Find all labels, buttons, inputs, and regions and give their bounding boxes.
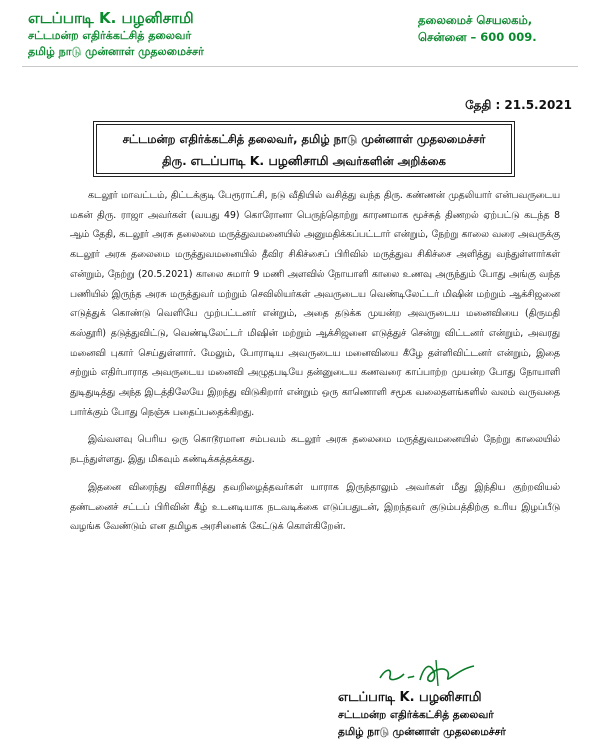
statement-body	[70, 186, 560, 545]
title-name: எடப்பாடி K. பழனிசாமி	[190, 153, 329, 168]
signature-block	[338, 656, 578, 740]
letterhead-office: தலைமைச் செயலகம்,	[418, 13, 533, 27]
signatory-name: எடப்பாடி K. பழனிசாமி	[338, 690, 482, 705]
signatory-title-1: சட்டமன்ற எதிர்க்கட்சித் தலைவர்	[338, 709, 494, 721]
letterhead-left	[28, 8, 308, 60]
letterhead-name: எடப்பாடி K. பழனிசாமி	[28, 9, 194, 27]
letterhead-city: சென்னை – 600 009.	[418, 30, 537, 44]
title-suffix: அவர்களின் அறிக்கை	[332, 154, 446, 168]
letterhead-address	[418, 12, 588, 46]
body-paragraph-2: இவ்வளவு பெரிய ஒரு கொடூரமான சம்பவம் கடலூர் அரசு தலைமை மருத்துவமனையில் நேற்று காலையில் நடந்துள்ளது. இது மிகவும் கண்டிக்கத்தக்கது.	[70, 434, 560, 466]
letterhead-former-role: தமிழ் நாடு முன்னாள் முதலமைச்சர்	[28, 45, 204, 58]
title-prefix: திரு.	[162, 154, 187, 168]
body-paragraph-1: கடலூர் மாவட்டம், திட்டக்குடி பேரூராட்சி, நடு வீதியில் வசித்து வந்த திரு. கண்ணன் முதலியார் என்பவருடைய மகன் திரு. ராஜா அவர்கள் (வயது 49) கொரோனா பெருந்தொற்று காரணமாக மூச்சுத் திணறல் ஏற்பட்டு கடந்த 8 ஆம் தேதி, கடலூர் அரசு தலைமை மருத்துவமனையில் அனுமதிக்கப்பட்டார் என்றும், நேற்று காலை வரை அவருக்கு கடலூர் அரசு தலைமை மருத்துவமனையில் தீவிர சிகிச்சைப் பிரிவில் மருத்துவ சிகிச்சை அளித்து வந்துள்ளார்கள் என்றும், நேற்று (20.5.2021) காலை சுமார் 9 மணி அளவில் நோயாளி காலை உணவு அருந்தும் போது அங்கு வந்த பணியில் இருந்த அரசு மருத்துவர் மற்றும் செவிலியர்கள் அவருடைய வெண்டிலேட்டர் மிஷின் மற்றும் ஆக்சிஜனை எடுத்துக் கொண்டு வெளியே முற்பட்டனர் என்றும், அதை தடுக்க முயன்ற அவருடைய மனைவியை (திருமதி கஸ்தூரி) தடுத்துவிட்டு, வெண்டிலேட்டர் மிஷின் மற்றும் ஆக்சிஜனை எடுத்துச் சென்று விட்டனர் என்றும், அவரது மனைவி புகார் செய்துள்ளார். மேலும், போராடிய அவருடைய மனைவியை கீழே தள்ளிவிட்டனர் என்றும், இதை சற்றும் எதிர்பாராத அவருடைய மனைவி அழுதபடியே தன்னுடைய கணவரை காப்பாற்ற முயன்ற போது நோயாளி துடிதுடித்து அந்த இடத்திலேயே இறந்து விடுகிறார் என்றும் ஒரு காணொளி சமூக வலைதளங்களில் வலம் வருவதை பார்க்கும் போது நெஞ்சு பதைப்பதைக்கிறது.	[70, 190, 560, 418]
document-date: தேதி : 21.5.2021	[465, 98, 572, 112]
title-line-2	[97, 150, 511, 172]
statement-title-box	[96, 124, 512, 174]
handwritten-signature	[374, 656, 484, 688]
body-paragraph-3: இதனை விரைந்து விசாரித்து தவறிழைத்தவர்கள் யாராக இருந்தாலும் அவர்கள் மீது இந்திய குற்றவியல் தண்டனைச் சட்டப் பிரிவின் கீழ் உடனடியாக நடவடிக்கை எடுப்பதுடன், இறந்தவர் குடும்பத்திற்கு உரிய இழப்பீடு வழங்க வேண்டும் என தமிழக அரசினைக் கேட்டுக் கொள்கிறேன்.	[70, 481, 560, 533]
letterhead-role: சட்டமன்ற எதிர்க்கட்சித் தலைவர்	[28, 29, 192, 42]
header-divider	[22, 66, 578, 67]
title-line-1: சட்டமன்ற எதிர்க்கட்சித் தலைவர், தமிழ் நாடு முன்னாள் முதலமைச்சர்	[122, 132, 486, 146]
signatory-title-2: தமிழ் நாடு முன்னாள் முதலமைச்சர்	[338, 726, 506, 738]
